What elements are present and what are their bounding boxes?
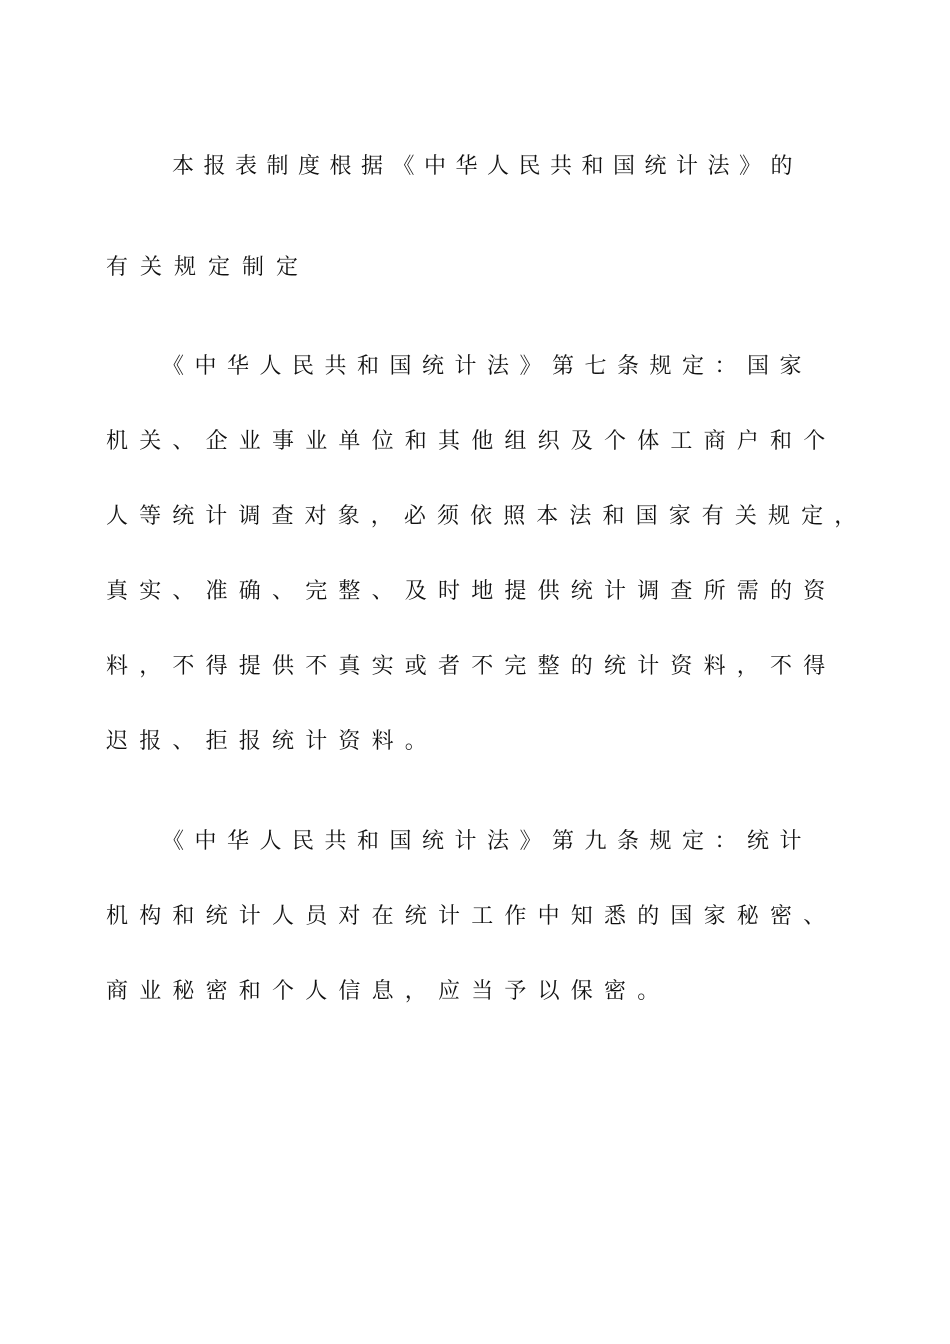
text-line: 《中华人民共和国统计法》第九条规定：统计 xyxy=(162,829,813,854)
text-line: 人等统计调查对象，必须依照本法和国家有关规定， xyxy=(106,504,868,529)
text-line: 迟报、拒报统计资料。 xyxy=(106,729,439,754)
text-line: 真实、准确、完整、及时地提供统计调查所需的资 xyxy=(106,579,837,604)
text-line: 机关、企业事业单位和其他组织及个体工商户和个 xyxy=(106,429,837,454)
text-line: 有关规定制定 xyxy=(106,255,311,280)
text-line: 料，不得提供不真实或者不完整的统计资料，不得 xyxy=(106,654,837,679)
text-line: 本报表制度根据《中华人民共和国统计法》的 xyxy=(172,154,803,179)
text-line: 商业秘密和个人信息，应当予以保密。 xyxy=(106,979,671,1004)
text-line: 《中华人民共和国统计法》第七条规定：国家 xyxy=(162,354,813,379)
text-line: 机构和统计人员对在统计工作中知悉的国家秘密、 xyxy=(106,904,837,929)
